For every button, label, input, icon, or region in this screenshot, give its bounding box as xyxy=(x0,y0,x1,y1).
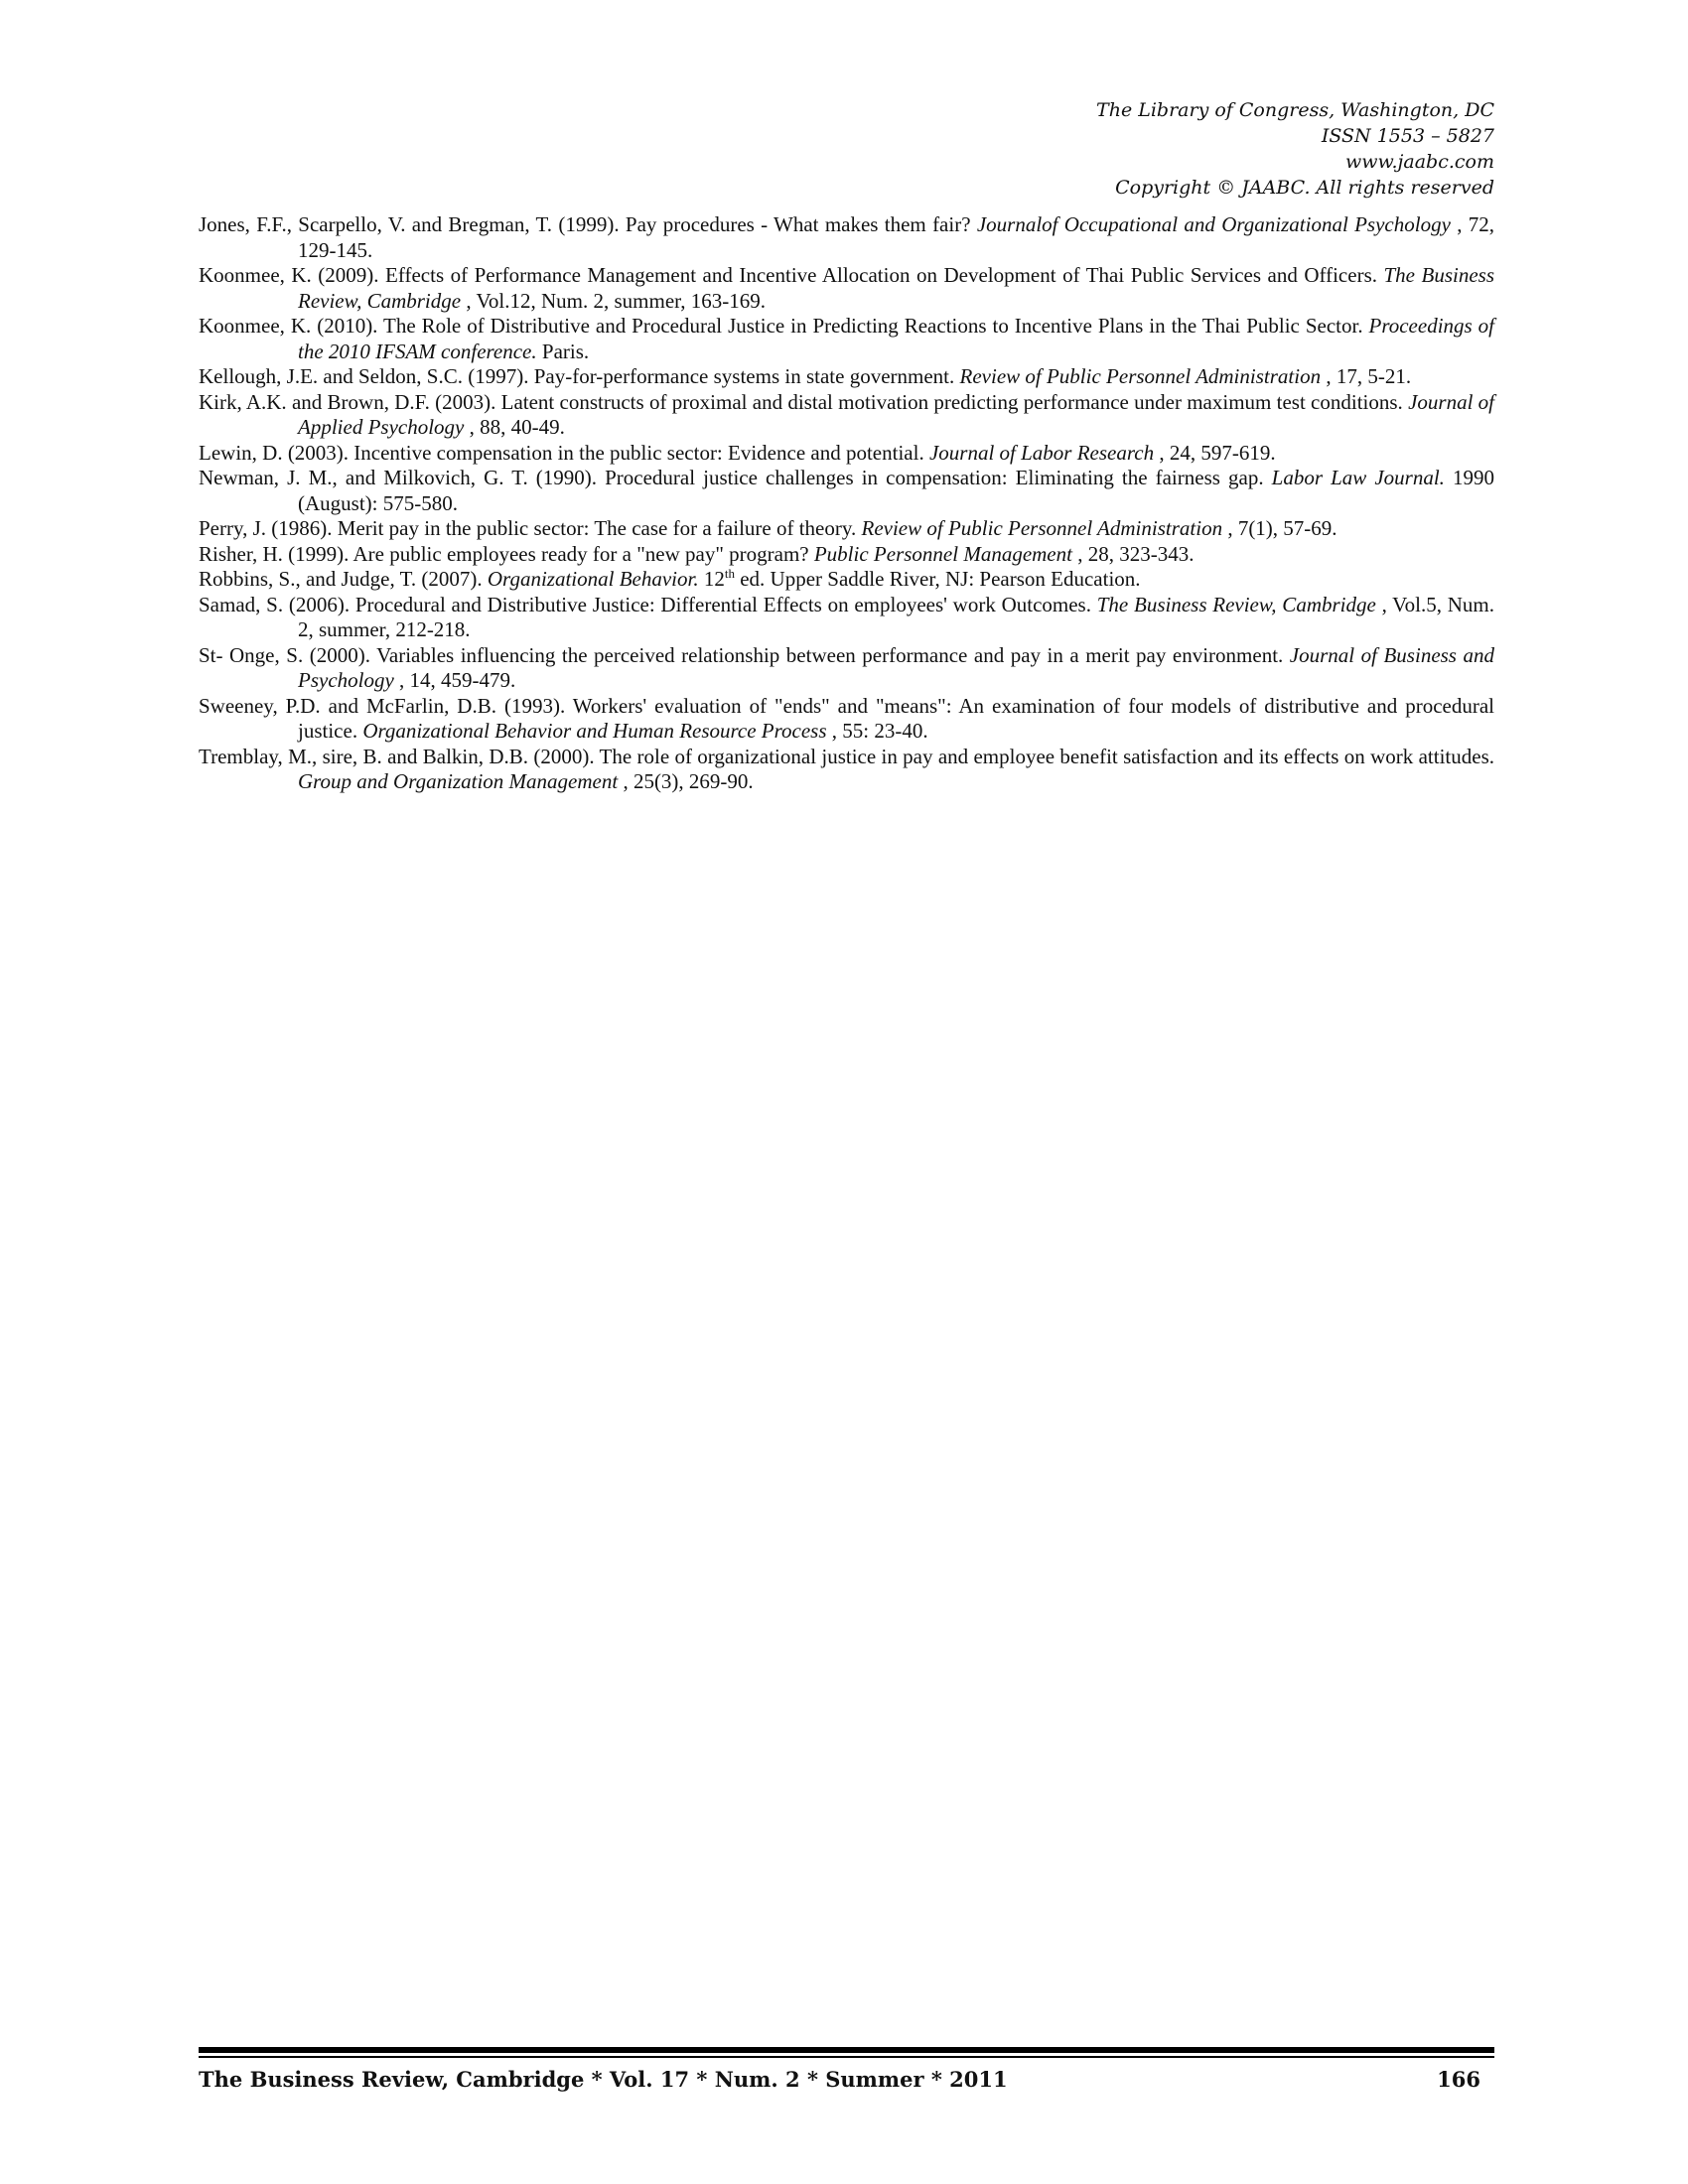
reference-details: , Vol.12, Num. 2, summer, 163-169. xyxy=(461,288,767,313)
reference-details: , 25(3), 269-90. xyxy=(618,769,754,793)
reference-text: Risher, H. (1999). Are public employees ready for a "new pay" program? xyxy=(199,541,814,566)
reference-entry xyxy=(199,745,1494,795)
reference-source: The Business Review, Cambridge xyxy=(1096,592,1376,616)
reference-source: The Business Review, Cambridge xyxy=(298,263,1495,313)
reference-entry xyxy=(199,314,1494,364)
reference-text: Kirk, A.K. and Brown, D.F. (2003). Latent constructs of proximal and distal motivation predicting performance under maximum test conditions. xyxy=(199,389,1409,414)
edition-superscript: th xyxy=(724,566,735,581)
reference-entry xyxy=(199,643,1494,694)
reference-text: Perry, J. (1986). Merit pay in the public sector: The case for a failure of theory. xyxy=(199,516,862,540)
reference-text: Tremblay, M., sire, B. and Balkin, D.B. (2000). The role of organizational justice in pay and employee benefit satisfaction and its effects on work attitudes. xyxy=(199,744,1494,768)
reference-entry xyxy=(199,567,1494,593)
reference-source: Journal of Labor Research xyxy=(928,440,1155,465)
reference-source: Proceedings of the 2010 IFSAM conference. xyxy=(298,314,1494,363)
reference-edition: 12 xyxy=(698,567,725,591)
reference-source: Review of Public Personnel Administration xyxy=(959,364,1322,388)
reference-details: , 72, 129-145. xyxy=(298,212,1495,262)
reference-text: Lewin, D. (2003). Incentive compensation in the public sector: Evidence and potential. xyxy=(199,440,929,465)
footer-divider-thick xyxy=(199,2047,1494,2053)
reference-text: Jones, F.F., Scarpello, V. and Bregman, T. (1999). Pay procedures - What makes them fair? xyxy=(199,212,977,236)
reference-text: Sweeney, P.D. and McFarlin, D.B. (1993). Workers' evaluation of "ends" and "means": An examination of four models of distributive and procedural justice. xyxy=(199,693,1494,743)
header-issn-line: ISSN 1553 – 5827 xyxy=(1321,125,1494,147)
header-library-line: The Library of Congress, Washington, DC xyxy=(1096,99,1494,121)
page-footer xyxy=(199,2064,1494,2096)
reference-source: Public Personnel Management xyxy=(813,541,1072,566)
reference-entry xyxy=(199,212,1494,263)
reference-entry xyxy=(199,694,1494,745)
reference-entry xyxy=(199,263,1494,314)
reference-text: Robbins, S., and Judge, T. (2007). xyxy=(199,567,488,591)
reference-entry xyxy=(199,390,1494,441)
reference-details: , 88, 40-49. xyxy=(464,415,565,439)
reference-source: Organizational Behavior. xyxy=(487,567,699,591)
reference-entry xyxy=(199,516,1494,542)
reference-details: ed. Upper Saddle River, NJ: Pearson Education. xyxy=(734,567,1141,591)
reference-source: Review of Public Personnel Administration xyxy=(861,516,1223,540)
reference-entry xyxy=(199,364,1494,390)
footer-divider-thin xyxy=(199,2056,1494,2058)
page-header xyxy=(993,97,1494,201)
reference-list xyxy=(199,212,1494,795)
reference-text: Samad, S. (2006). Procedural and Distributive Justice: Differential Effects on employees' work Outcomes. xyxy=(199,592,1097,616)
header-copyright-line: Copyright © JAABC. All rights reserved xyxy=(1115,177,1494,199)
reference-details: , 28, 323-343. xyxy=(1071,541,1195,566)
reference-text: Kellough, J.E. and Seldon, S.C. (1997). Pay-for-performance systems in state government. xyxy=(199,364,960,388)
reference-details: , 24, 597-619. xyxy=(1154,440,1276,465)
reference-details: Paris. xyxy=(536,339,590,363)
reference-source: Journalof Occupational and Organizational Psychology xyxy=(976,212,1451,236)
reference-entry xyxy=(199,441,1494,467)
reference-details: 1990 (August): 575-580. xyxy=(298,466,1494,515)
reference-source: Journal of Applied Psychology xyxy=(298,389,1495,439)
reference-source: Group and Organization Management xyxy=(298,769,619,793)
reference-text: Koonmee, K. (2009). Effects of Performance Management and Incentive Allocation on Development of Thai Public Services and Officers. xyxy=(199,263,1384,287)
footer-journal-title: The Business Review, Cambridge * Vol. 17 * Num. 2 * Summer * 2011 xyxy=(199,2067,1008,2092)
reference-entry xyxy=(199,542,1494,568)
reference-details: , Vol.5, Num. 2, summer, 212-218. xyxy=(298,592,1494,641)
reference-details: , 7(1), 57-69. xyxy=(1222,516,1337,540)
header-website-line: www.jaabc.com xyxy=(1344,151,1494,173)
reference-text: St- Onge, S. (2000). Variables influencing the perceived relationship between performance and pay in a merit pay environment. xyxy=(199,642,1290,667)
reference-text: Newman, J. M., and Milkovich, G. T. (1990). Procedural justice challenges in compensation: Eliminating the fairness gap. xyxy=(199,466,1272,489)
reference-entry xyxy=(199,593,1494,643)
reference-source: Journal of Business and Psychology xyxy=(298,642,1494,692)
reference-source: Labor Law Journal. xyxy=(1271,466,1445,489)
reference-text: Koonmee, K. (2010). The Role of Distributive and Procedural Justice in Predicting Reactions to Incentive Plans in the Thai Public Sector. xyxy=(199,314,1369,338)
reference-details: , 55: 23-40. xyxy=(826,719,928,743)
reference-entry xyxy=(199,466,1494,516)
reference-source: Organizational Behavior and Human Resource Process xyxy=(362,719,827,743)
page-number: 166 xyxy=(1437,2067,1480,2092)
reference-details: , 17, 5-21. xyxy=(1321,364,1412,388)
reference-details: , 14, 459-479. xyxy=(393,668,516,692)
